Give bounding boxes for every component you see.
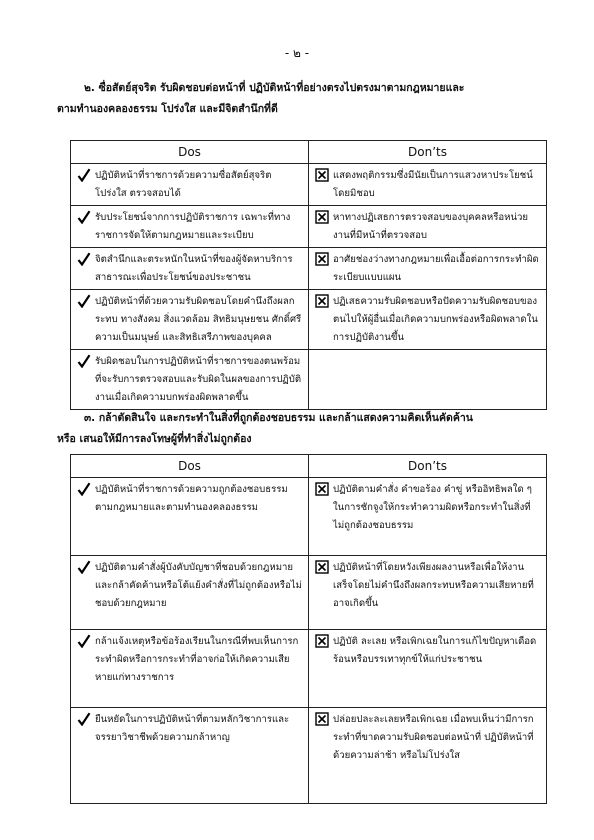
checkmark-icon	[77, 252, 91, 266]
dont-text: ปล่อยปละละเลยหรือเพิกเฉย เมื่อพบเห็นว่ามีการกระทำที่ขาดความรับผิดชอบต่อหน้าที่ ปฏิบัติหน้าที่ ด้วยความล่าช้า หรือไม่โปร่งใส	[333, 714, 534, 761]
do-cell	[71, 206, 309, 248]
table-row	[71, 350, 547, 410]
do-text: ปฏิบัติหน้าที่ด้วยความรับผิดชอบโดยคำนึงถึงผลกระทบ ทางสังคม สิ่งแวดล้อม สิทธิมนุษยชน ศักดิ์ศรีความเป็นมนุษย์ และสิทธิเสรีภาพของบุคคล	[95, 296, 302, 343]
table-row	[71, 630, 547, 708]
table-row	[71, 290, 547, 350]
x-box-icon	[315, 210, 329, 224]
dont-text: หาทางปฏิเสธการตรวจสอบของบุคคลหรือหน่วยงานที่มีหน้าที่ตรวจสอบ	[333, 212, 529, 241]
section3-heading-line2: หรือ เสนอให้มีการลงโทษผู้ที่ทำสิ่งไม่ถูกต้อง	[57, 433, 252, 445]
do-text: จิตสำนึกและตระหนักในหน้าที่ของผู้จัดหาบริการสาธารณะเพื่อประโยชน์ของประชาชน	[95, 254, 293, 283]
dont-cell	[309, 478, 547, 556]
x-box-icon	[315, 252, 329, 266]
dont-text: ปฏิบัติ ละเลย หรือเพิกเฉยในการแก้ไขปัญหาเดือดร้อนหรือบรรเทาทุกข์ให้แก่ประชาชน	[333, 636, 537, 665]
do-cell	[71, 164, 309, 206]
donts-header: Don’ts	[309, 141, 547, 164]
dos-header: Dos	[71, 141, 309, 164]
dont-text: ปฏิบัติหน้าที่โดยหวังเพียงผลงานหรือเพื่อให้งานเสร็จโดยไม่คำนึงถึงผลกระทบหรือความเสียหายที่อาจเกิดขึ้น	[333, 562, 534, 609]
table-row	[71, 164, 547, 206]
do-text: ปฏิบัติตามคำสั่งผู้บังคับบัญชาที่ชอบด้วยกฎหมาย และกล้าคัดค้านหรือโต้แย้งคำสั่งที่ไม่ถูกต้องหรือไม่ชอบด้วยกฎหมาย	[95, 562, 302, 609]
section2-table	[70, 140, 547, 410]
dont-cell	[309, 556, 547, 630]
do-text: ยืนหยัดในการปฏิบัติหน้าที่ตามหลักวิชาการและจรรยาวิชาชีพด้วยความกล้าหาญ	[95, 714, 290, 743]
do-text: ปฏิบัติหน้าที่ราชการด้วยความซื่อสัตย์สุจริต โปร่งใส ตรวจสอบได้	[95, 170, 272, 199]
do-cell	[71, 556, 309, 630]
dont-cell-empty	[309, 350, 547, 410]
checkmark-icon	[77, 210, 91, 224]
dont-cell	[309, 708, 547, 804]
do-text: กล้าแจ้งเหตุหรือข้อร้องเรียนในกรณีที่พบเห็นการกระทำผิดหรือการกระทำที่อาจก่อให้เกิดความเสียหายแก่ทางราชการ	[95, 636, 299, 683]
checkmark-icon	[77, 712, 91, 726]
x-box-icon	[315, 482, 329, 496]
dont-text: แสดงพฤติกรรมซึ่งมีนัยเป็นการแสวงหาประโยชน์โดยมิชอบ	[333, 170, 533, 199]
checkmark-icon	[77, 560, 91, 574]
section3-heading	[57, 408, 546, 450]
x-box-icon	[315, 634, 329, 648]
do-text: ปฏิบัติหน้าที่ราชการด้วยความถูกต้องชอบธรรมตามกฎหมายและตามทำนองคลองธรรม	[95, 484, 288, 513]
table-row	[71, 556, 547, 630]
page-number: - ๒ -	[284, 46, 310, 60]
checkmark-icon	[77, 294, 91, 308]
section3-heading-line1: ๓. กล้าตัดสินใจ และกระทำในสิ่งที่ถูกต้องชอบธรรม และกล้าแสดงความคิดเห็นคัดค้าน	[84, 412, 473, 424]
dont-text: อาศัยช่องว่างทางกฎหมายเพื่อเอื้อต่อการกระทำผิดระเบียบแบบแผน	[333, 254, 539, 283]
do-cell	[71, 350, 309, 410]
checkmark-icon	[77, 482, 91, 496]
dont-cell	[309, 248, 547, 290]
table-row	[71, 478, 547, 556]
section2-heading-line2: ตามทำนองคลองธรรม โปร่งใส และมีจิตสำนึกที่ดี	[57, 103, 278, 115]
do-cell	[71, 478, 309, 556]
donts-header: Don’ts	[309, 455, 547, 478]
table-row	[71, 248, 547, 290]
do-cell	[71, 290, 309, 350]
do-cell	[71, 248, 309, 290]
x-box-icon	[315, 712, 329, 726]
do-cell	[71, 630, 309, 708]
x-box-icon	[315, 560, 329, 574]
section3-table	[70, 454, 547, 804]
checkmark-icon	[77, 634, 91, 648]
do-cell	[71, 708, 309, 804]
do-text: รับประโยชน์จากการปฏิบัติราชการ เฉพาะที่ทางราชการจัดให้ตามกฎหมายและระเบียบ	[95, 212, 291, 241]
dont-text: ปฏิบัติตามคำสั่ง คำขอร้อง คำขู่ หรืออิทธิพลใด ๆ ในการชักจูงให้กระทำความผิดหรือกระทำในสิ่งที่ไม่ถูกต้องชอบธรรม	[333, 484, 532, 531]
table-row	[71, 708, 547, 804]
dont-cell	[309, 290, 547, 350]
table-row	[71, 206, 547, 248]
dont-cell	[309, 206, 547, 248]
checkmark-icon	[77, 168, 91, 182]
x-box-icon	[315, 294, 329, 308]
checkmark-icon	[77, 354, 91, 368]
dont-text: ปฏิเสธความรับผิดชอบหรือปัดความรับผิดชอบของตนไปให้ผู้อื่นเมื่อเกิดความบกพร่องหรือผิดพลาดในการปฏิบัติงานขึ้น	[333, 296, 538, 343]
dos-header: Dos	[71, 455, 309, 478]
dont-cell	[309, 630, 547, 708]
section2-heading	[57, 78, 546, 120]
section2-heading-line1: ๒. ซื่อสัตย์สุจริต รับผิดชอบต่อหน้าที่ ปฏิบัติหน้าที่อย่างตรงไปตรงมาตามกฎหมายและ	[84, 82, 465, 94]
x-box-icon	[315, 168, 329, 182]
dont-cell	[309, 164, 547, 206]
do-text: รับผิดชอบในการปฏิบัติหน้าที่ราชการของตนพร้อมที่จะรับการตรวจสอบและรับผิดในผลของการปฏิบัติงานเมื่อเกิดความบกพร่องผิดพลาดขึ้น	[95, 356, 302, 403]
